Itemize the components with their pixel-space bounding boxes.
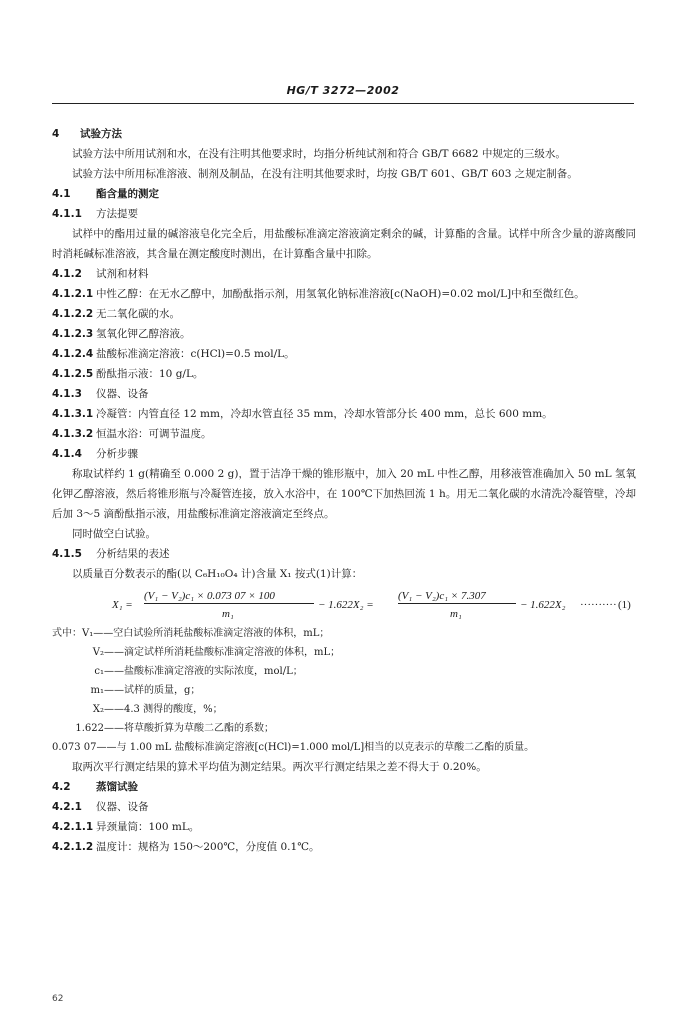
definition-row [52,624,636,643]
section-number: 4.1.5 [52,548,82,560]
section-4-1-2-heading [52,264,636,284]
section-number: 4.1 [52,188,71,200]
symbol: 1.622—— [75,723,124,734]
symbol: 式中：V₁—— [52,628,114,639]
formula-lhs: X₁ = [112,599,133,611]
list-item [52,364,636,384]
definition-row [52,738,636,757]
section-4-1-4-heading [52,444,636,464]
paragraph: 试验方法中所用试剂和水，在没有注明其他要求时，均指分析纯试剂和符合 GB/T 6682 中规定的三级水。 [72,148,566,160]
formula-dots: ·········· [580,599,617,611]
section-title: 试验方法 [80,128,122,140]
definition-row [52,719,636,738]
definition: 试样的质量，g； [124,685,201,696]
definition: 盐酸标准滴定溶液的实际浓度，mol/L； [124,666,303,677]
paragraph: 同时做空白试验。 [72,528,156,540]
section-4-2-1-heading [52,797,636,817]
item-number: 4.1.2.1 [52,288,94,300]
definition: 空白试验所消耗盐酸标准滴定溶液的体积，mL； [113,628,330,639]
item-text: 恒温水浴：可调节温度。 [96,428,212,440]
formula-denominator-2: m₁ [450,608,462,620]
list-item [52,304,636,324]
item-text: 温度计：规格为 150～200℃，分度值 0.1℃。 [96,841,320,853]
section-number: 4.1.4 [52,448,82,460]
paragraph: 试样中的酯用过量的碱溶液皂化完全后，用盐酸标准滴定溶液滴定剩余的碱，计算酯的含量。试样中所含少量的游离酸同时消耗碱标准溶液，其含量在测定酸度时测出，在计算酯含量中扣除。 [52,228,636,260]
symbol: m₁—— [90,685,124,696]
list-item [52,404,636,424]
section-number: 4 [52,128,60,140]
formula-middle: − 1.622X₂ = [318,599,374,611]
list-item [52,817,636,837]
item-number: 4.1.3.2 [52,428,94,440]
item-text: 氢氧化钾乙醇溶液。 [96,328,191,340]
section-4-1-1-heading [52,204,636,224]
section-title: 分析结果的表述 [96,548,170,560]
paragraph: 取两次平行测定结果的算术平均值为测定结果。两次平行测定结果之差不得大于 0.20%。 [72,761,487,773]
item-number: 4.1.2.5 [52,368,94,380]
symbol: 0.073 07—— [52,742,117,753]
section-title: 仪器、设备 [96,388,149,400]
definition: 滴定试样所消耗盐酸标准滴定溶液的体积，mL； [124,647,341,658]
page-number: 62 [52,994,64,1004]
section-number: 4.1.3 [52,388,82,400]
section-4-heading [52,124,636,144]
formula-numerator-2: (V₁ − V₂)c₁ × 7.307 [398,590,486,602]
item-number: 4.2.1.1 [52,821,94,833]
section-title: 分析步骤 [96,448,138,460]
item-number: 4.1.3.1 [52,408,94,420]
definition-row [52,643,636,662]
definition-row [52,700,636,719]
item-number: 4.1.2.4 [52,348,94,360]
list-item [52,837,636,857]
section-title: 蒸馏试验 [96,781,138,793]
item-text: 中性乙醇：在无水乙醇中，加酚酞指示剂，用氢氧化钠标准溶液[c(NaOH)=0.02 mol/L]中和至微红色。 [96,288,585,300]
section-number: 4.1.1 [52,208,82,220]
variable-definitions [52,624,636,757]
definition: 与 1.00 mL 盐酸标准滴定溶液[c(HCl)=1.000 mol/L]相当的以克表示的草酸二乙酯的质量。 [116,742,535,753]
section-title: 仪器、设备 [96,801,149,813]
paragraph: 称取试样约 1 g(精确至 0.000 2 g)，置于洁净干燥的锥形瓶中，加入 20 mL 中性乙醇，用移液管准确加入 50 mL 氢氧化钾乙醇溶液，然后将锥形瓶与冷凝管连接，放入水浴中，在 100℃下加热回流 1 h。用无二氧化碳的水清洗冷凝管壁，冷却后加 3～5 滴酚酞指示液，用盐酸标准滴定溶液滴定至终点。 [52,468,636,520]
item-text: 冷凝管：内管直径 12 mm，冷却水管直径 35 mm，冷却水管部分长 400 mm，总长 600 mm。 [96,408,553,420]
paragraph: 试验方法中所用标准溶液、制剂及制品，在没有注明其他要求时，均按 GB/T 601、GB/T 603 之规定制备。 [72,168,578,180]
section-number: 4.2 [52,781,71,793]
standard-code-header: HG/T 3272—2002 [286,84,400,97]
equation-number: (1) [618,599,631,611]
formula-tail: − 1.622X₂ [520,599,566,611]
section-title: 方法提要 [96,208,138,220]
section-number: 4.1.2 [52,268,82,280]
item-number: 4.1.2.2 [52,308,94,320]
section-4-1-5-heading [52,544,636,564]
item-number: 4.1.2.3 [52,328,94,340]
symbol: V₂—— [92,647,124,658]
list-item [52,324,636,344]
section-4-1-3-heading [52,384,636,404]
item-text: 酚酞指示液：10 g/L。 [96,368,204,380]
formula-numerator-1: (V₁ − V₂)c₁ × 0.073 07 × 100 [144,590,275,602]
definition-row [52,662,636,681]
document-body [52,124,636,857]
item-text: 异颈量筒：100 mL。 [96,821,200,833]
item-text: 盐酸标准滴定溶液：c(HCl)=0.5 mol/L。 [96,348,295,360]
section-title: 酯含量的测定 [96,188,159,200]
symbol: X₂—— [92,704,124,715]
definition-row [52,681,636,700]
header-rule [52,103,634,104]
list-item [52,344,636,364]
formula-denominator-1: m₁ [222,608,234,620]
definition: 4.3 测得的酸度，%； [124,704,223,715]
paragraph: 以质量百分数表示的酯(以 C₆H₁₀O₄ 计)含量 X₁ 按式(1)计算： [72,568,363,580]
item-text: 无二氧化碳的水。 [96,308,180,320]
item-number: 4.2.1.2 [52,841,94,853]
list-item [52,284,636,304]
section-title: 试剂和材料 [96,268,149,280]
section-number: 4.2.1 [52,801,82,813]
list-item [52,424,636,444]
section-4-1-heading [52,184,636,204]
definition: 将草酸折算为草酸二乙酯的系数； [124,723,274,734]
formula-1 [52,586,636,620]
section-4-2-heading [52,777,636,797]
symbol: c₁—— [94,666,124,677]
